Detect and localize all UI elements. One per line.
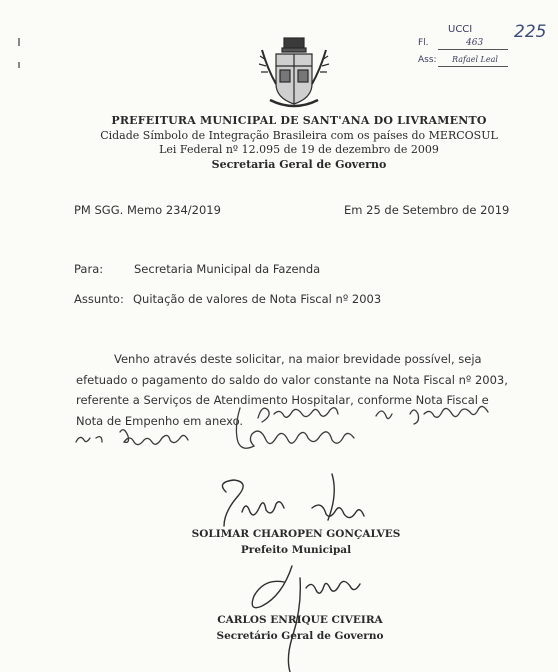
stamp-line (438, 49, 508, 50)
signer2-name: CARLOS ENRIQUE CIVEIRA (217, 614, 383, 626)
signer2-role: Secretário Geral de Governo (216, 630, 384, 642)
body-line: referente a Serviços de Atendimento Hospitalar, conforme Nota Fiscal e (76, 393, 489, 407)
handwritten-order-note (40, 396, 540, 466)
mayor-signature (212, 472, 382, 532)
memo-date: Em 25 de Setembro de 2019 (344, 203, 510, 217)
stamp-ucci: UCCI (448, 24, 473, 35)
stamp-fl-label: Fl. (418, 38, 429, 48)
header-secretaria: Secretaria Geral de Governo (211, 158, 387, 171)
stamp-ass-value: Rafael Leal (452, 55, 498, 64)
stamp-ass-label: Ass: (418, 55, 437, 65)
stamp-line (438, 66, 508, 67)
margin-mark (18, 38, 20, 46)
header-prefeitura: PREFEITURA MUNICIPAL DE SANT'ANA DO LIVRAMENTO (111, 114, 487, 127)
assunto-label: Assunto: (74, 292, 124, 306)
memo-reference: PM SGG. Memo 234/2019 (74, 203, 221, 217)
para-label: Para: (74, 262, 104, 276)
stamp-fl-value: 463 (466, 38, 484, 48)
para-value: Secretaria Municipal da Fazenda (134, 262, 321, 276)
page-number: 225 (514, 22, 547, 42)
municipal-coat-of-arms-icon (256, 36, 332, 112)
assunto-value: Quitação de valores de Nota Fiscal nº 2003 (133, 292, 382, 306)
signer1-role: Prefeito Municipal (240, 544, 352, 556)
body-line: Nota de Empenho em anexo. (76, 414, 244, 428)
header-slogan: Cidade Símbolo de Integração Brasileira com os países do MERCOSUL (100, 129, 498, 142)
header-law: Lei Federal nº 12.095 de 19 de dezembro de 2009 (159, 143, 439, 156)
signer1-name: SOLIMAR CHAROPEN GONÇALVES (191, 528, 401, 540)
protocol-stamp (408, 22, 556, 72)
body-line: efetuado o pagamento do saldo do valor constante na Nota Fiscal nº 2003, (76, 373, 508, 387)
margin-mark (18, 62, 20, 68)
body-line: Venho através deste solicitar, na maior brevidade possível, seja (114, 352, 482, 366)
